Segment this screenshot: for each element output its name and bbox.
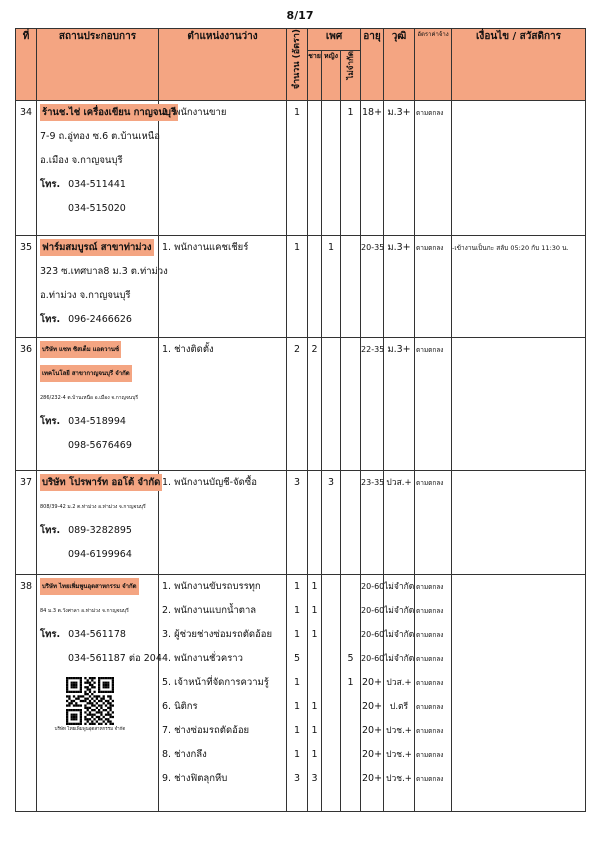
job-edu-cell [384,471,415,575]
job-count: 1 [293,725,301,736]
job-any [341,338,360,362]
job-count: 1 [293,677,301,688]
company-name: บริษัท แซท ซิสเต็ม แอดวานซ์ [40,338,158,362]
job-count-cell [287,471,308,575]
job-benefit [452,623,585,647]
entry-row [16,101,586,236]
company-name: เทคโนโลยี สาขากาญจนบุรี จำกัด [40,362,158,386]
header-female: หญิง [322,51,341,101]
job-fee-cell [415,575,452,812]
header-gender: เพศ [308,29,361,51]
entry-number [16,338,37,471]
company-address: อ.เมือง จ.กาญจนบุรี [40,155,123,166]
job-fee: ตามตกลง [416,703,444,711]
company-phone: 034-515020 [68,203,126,214]
job-benefit-cell [452,101,586,236]
company-phone: โทร. 034-518994 [40,416,126,427]
job-male-cell [308,101,322,236]
job-any [341,767,360,791]
job-any-cell [341,236,361,338]
entry-row [16,575,586,812]
company-cell [37,101,177,236]
page-number: 8/17 [286,9,314,22]
job-title: 9. ช่างฟิตลุกหีบ [162,773,228,784]
job-fee: ตามตกลง [416,607,444,615]
job-benefit [452,671,585,695]
job-female-cell [322,471,341,575]
job-benefit-cell [452,575,586,812]
job-title: 7. ช่างซ่อมรถตัดอ้อย [162,725,250,736]
company-name: บริษัท โปรพาร์ท ออโต้ จำกัด [40,471,158,495]
entry-number [16,101,37,236]
job-title: 1. ช่างติดตั้ง [162,344,214,355]
job-age-cell [361,338,384,471]
header-age: อายุ [361,29,384,101]
job-age: 20+ [361,677,383,688]
job-any [341,575,360,599]
qr-caption: บริษัท ไทยเพิ่มพูนอุตสาหกรรม จำกัด [54,727,126,732]
job-title: 8. ช่างกลึง [162,749,207,760]
job-fee: ตามตกลง [416,346,444,354]
company-address: 7-9 ถ.อู่ทอง ซ.6 ต.บ้านเหนือ [40,131,160,142]
job-any [341,743,360,767]
company-phone: 094-6199964 [68,549,132,560]
job-edu-cell [384,101,415,236]
header-no: ที่ [16,29,37,101]
job-male: 3 [311,773,318,784]
job-benefit: -เข้างานเป็นกะ สลับ 05:20 กับ 11:30 น. [452,244,569,252]
job-fee: ตามตกลง [416,631,444,639]
job-count: 1 [293,107,301,118]
job-edu: ม.3+ [387,242,411,253]
job-benefit [452,599,585,623]
job-title: 2. พนักงานแบกน้ำตาล [162,605,257,616]
job-title: 1. พนักงานขาย [162,107,227,118]
job-benefit-cell [452,338,586,471]
job-female [322,101,340,125]
header-benefit: เงื่อนไข / สวัสดิการ [452,29,586,101]
job-benefit [452,575,585,599]
job-male [308,647,321,671]
entry-number [16,575,37,812]
company-phone: โทร. 034-511441 [40,179,126,190]
company-name: บริษัท ไทยเพิ่มพูนอุตสาหกรรม จำกัด [40,575,158,599]
job-any [341,719,360,743]
job-any: 5 [347,653,354,664]
job-age-cell [361,575,384,812]
company-address: 84 ม.3 ต.วังศาลา อ.ท่าม่วง จ.กาญจนบุรี [40,608,129,614]
job-female [322,647,340,671]
job-title: 6. นิติกร [162,701,198,712]
job-female-cell [322,236,341,338]
job-edu: ไม่จำกัด [384,630,415,640]
job-benefit [452,767,585,791]
job-title: 1. พนักงานบัญชี-จัดซื้อ [162,477,257,488]
job-count: 1 [293,605,301,616]
job-age-cell [361,101,384,236]
job-edu: ปวช.+ [386,750,412,760]
company-cell [37,575,162,812]
job-title: 1. พนักงานขับรถบรรทุก [162,581,261,592]
company-phone: 098-5676469 [68,440,132,451]
job-edu: ไม่จำกัด [384,654,415,664]
job-title: 3. ผู้ช่วยช่างซ่อมรถตัดอ้อย [162,629,273,640]
job-age: 20-35 [361,243,385,252]
job-benefit [452,471,585,495]
header-fee: อัตราค่าจ้าง [415,29,452,101]
job-male [308,101,321,125]
entry-row [16,236,586,338]
job-count: 5 [293,653,301,664]
job-any [341,236,360,260]
job-any [341,599,360,623]
job-female [322,719,340,743]
entry-number [16,471,37,575]
job-any [341,695,360,719]
header-any: ไม่จำกัด [341,51,361,101]
job-age: 20+ [361,749,383,760]
header-male: ชาย [308,51,322,101]
job-title-cell [159,236,287,338]
entry-row [16,338,586,471]
job-age: 20-60 [361,630,385,639]
job-count: 1 [293,629,301,640]
job-age-cell [361,471,384,575]
job-female: 3 [327,477,335,488]
job-male-cell [308,575,322,812]
job-count-cell [287,101,308,236]
job-male-cell [308,471,322,575]
job-age: 23-35 [361,478,385,487]
company-cell [37,471,159,575]
entry-number-text: 36 [19,344,33,355]
job-edu: ม.3+ [387,344,411,355]
company-cell [37,338,159,471]
job-benefit [452,719,585,743]
job-edu: ปวช.+ [386,774,412,784]
job-any-cell [341,338,361,471]
job-fee: ตามตกลง [416,751,444,759]
company-address: อ.ท่าม่วง จ.กาญจนบุรี [40,290,131,301]
job-table [15,28,586,812]
job-age: 20+ [361,725,383,736]
job-any-cell [341,101,361,236]
job-female-cell [322,338,341,471]
job-female [322,767,340,791]
job-male: 1 [311,629,318,640]
job-fee: ตามตกลง [416,583,444,591]
job-male [308,236,321,260]
company-address: 323 ซ.เทศบาล8 ม.3 ต.ท่าม่วง [40,266,168,277]
job-female [322,623,340,647]
job-title-cell [159,101,287,236]
job-male-cell [308,236,322,338]
job-edu-cell [384,575,415,812]
job-any: 1 [347,677,354,688]
entry-number [16,236,37,338]
qr-code-icon [66,677,114,725]
job-age: 20+ [361,773,383,784]
job-benefit [452,338,585,362]
job-title-cell [159,471,287,575]
job-age: 20+ [361,701,383,712]
job-count-cell [287,575,308,812]
job-fee-cell [415,338,452,471]
job-count: 1 [293,242,301,253]
job-benefit-cell [452,236,586,338]
job-fee: ตามตกลง [416,679,444,687]
company-phone: โทร. 034-561178 [40,629,126,640]
job-count: 1 [293,749,301,760]
job-fee: ตามตกลง [416,479,444,487]
job-male: 1 [311,605,318,616]
job-benefit [452,101,585,125]
job-fee-cell [415,471,452,575]
job-any [341,623,360,647]
job-title: 5. เจ้าหน้าที่จัดการความรู้ [162,677,269,688]
job-male: 1 [311,701,318,712]
job-count: 3 [293,477,301,488]
job-age: 20-60 [361,606,385,615]
company-cell [37,236,168,338]
job-male: 1 [311,581,318,592]
job-benefit [452,695,585,719]
job-count-cell [287,236,308,338]
job-male [308,471,321,495]
entry-number-text: 38 [19,581,33,592]
job-male: 2 [311,344,318,355]
job-female [322,599,340,623]
job-edu: ปวส.+ [386,478,412,488]
company-phone: โทร. 096-2466626 [40,314,132,325]
job-count: 3 [293,773,301,784]
job-female: 1 [327,242,335,253]
job-title: 4. พนักงานชั่วคราว [162,653,243,664]
job-benefit [452,743,585,767]
job-female [322,695,340,719]
job-any-cell [341,471,361,575]
header-company: สถานประกอบการ [37,29,159,101]
job-edu: ไม่จำกัด [384,606,415,616]
header-count: จำนวน (อัตรา) [287,29,308,101]
job-male: 1 [311,725,318,736]
job-title-cell [159,338,287,471]
job-edu-cell [384,338,415,471]
job-any-cell [341,575,361,812]
job-title: 1. พนักงานแคชเชียร์ [162,242,249,253]
job-age: 18+ [361,107,383,118]
entry-row [16,471,586,575]
company-phone: โทร. 089-3282895 [40,525,132,536]
job-female [322,743,340,767]
job-edu: ไม่จำกัด [384,582,415,592]
job-fee: ตามตกลง [416,775,444,783]
entry-number-text: 34 [19,107,33,118]
job-edu: ม.3+ [387,107,411,118]
job-female-cell [322,101,341,236]
company-name: ฟาร์มสมบูรณ์ สาขาท่าม่วง [40,236,158,260]
entry-number-text: 37 [19,477,33,488]
job-fee: ตามตกลง [416,244,444,252]
job-benefit-cell [452,471,586,575]
job-age: 22-35 [361,345,385,354]
job-fee: ตามตกลง [416,655,444,663]
job-fee: ตามตกลง [416,109,444,117]
job-fee: ตามตกลง [416,727,444,735]
job-male [308,671,321,695]
job-benefit [452,647,585,671]
job-title-cell [159,575,287,812]
job-age: 20-60 [361,654,385,663]
job-count: 2 [293,344,301,355]
job-edu-cell [384,236,415,338]
job-any: 1 [347,107,354,118]
header-edu: วุฒิ [384,29,415,101]
job-any [341,471,360,495]
job-age-cell [361,236,384,338]
company-address: 808/39-42 ม.2 ต.ท่าม่วง อ.ท่าม่วง จ.กาญจนบุรี [40,504,146,510]
job-fee-cell [415,101,452,236]
company-phone: 034-561187 ต่อ 204 [68,653,162,664]
job-female [322,671,340,695]
job-female-cell [322,575,341,812]
job-edu: ปวส.+ [386,678,412,688]
job-count-cell [287,338,308,471]
job-male-cell [308,338,322,471]
job-edu: ป.ตรี [389,702,409,712]
company-address: 286/232-4 ต.บ้านเหนือ อ.เมือง จ.กาญจนบุรี [40,395,139,401]
job-male: 1 [311,749,318,760]
job-edu: ปวช.+ [386,726,412,736]
company-name: ร้านช.ไช่ เครื่องเขียน กาญจนบุรี [40,101,158,125]
job-age: 20-60 [361,582,385,591]
job-female [322,338,340,362]
header-position: ตำแหน่งงานว่าง [159,29,287,101]
entry-number-text: 35 [19,242,33,253]
job-count: 1 [293,581,301,592]
job-fee-cell [415,236,452,338]
job-count: 1 [293,701,301,712]
job-female [322,575,340,599]
